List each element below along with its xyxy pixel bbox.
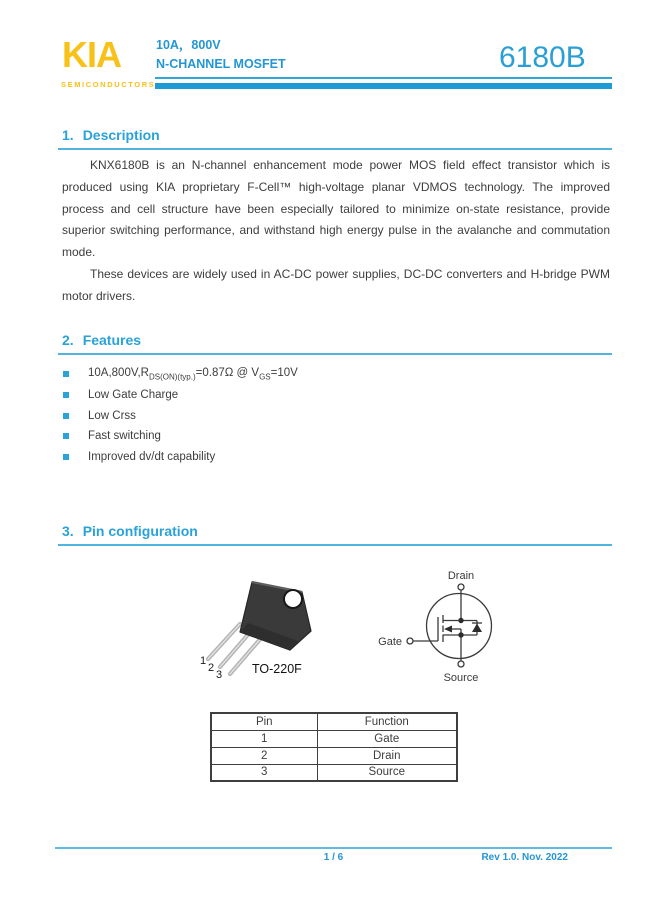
part-number: 6180B xyxy=(499,41,586,74)
gate-terminal xyxy=(407,638,413,644)
section-number: 2. xyxy=(62,332,74,348)
bullet-square-icon xyxy=(63,454,69,460)
description-paragraph-2: These devices are widely used in AC-DC power supplies, DC-DC converters and H-bridge PWM motor drivers. xyxy=(62,266,610,303)
body-arrow xyxy=(444,626,452,633)
pin-function-table xyxy=(210,712,458,782)
feature-text: Low Crss xyxy=(88,409,136,422)
bullet-square-icon xyxy=(63,413,69,419)
section-title: Description xyxy=(82,127,160,143)
kia-logo-subtext: SEMICONDUCTORS xyxy=(61,80,156,89)
feature-text-subscript: DS(ON)(typ.) xyxy=(148,372,196,382)
pin-label-1: 1 xyxy=(199,655,207,667)
description-paragraph-1: KNX6180B is an N-channel enhancement mode power MOS field effect transistor which is produced using KIA proprietary F-Cell™ high-voltage planar VDMOS technology. The improved process and cell structure have been especially tailored to minimize on-state resistance, provide superior switching performance, and withstand high energy pulse in the avalanche and commutation mode. xyxy=(62,158,610,260)
mosfet-symbol-wires xyxy=(407,584,492,667)
section-heading-pin-configuration xyxy=(58,523,612,546)
drain-label: Drain xyxy=(447,570,475,582)
pin-cell: 3 xyxy=(211,764,317,781)
feature-text: Fast switching xyxy=(88,430,161,443)
kia-logo: KIA xyxy=(62,34,121,75)
feature-text-part: =0.87Ω @ V xyxy=(195,367,260,380)
section-number: 1. xyxy=(62,127,74,143)
package-name-label: TO-220F xyxy=(252,662,302,676)
feature-text xyxy=(88,367,298,381)
footer-rule xyxy=(55,847,612,849)
bullet-square-icon xyxy=(63,371,69,377)
bullet-square-icon xyxy=(63,392,69,398)
function-cell: Source xyxy=(317,764,457,781)
feature-item xyxy=(63,426,603,447)
to220f-package-graphic xyxy=(180,570,360,690)
page-indicator: 1 / 6 xyxy=(323,852,344,863)
table-row xyxy=(211,747,457,764)
feature-item xyxy=(63,385,603,406)
feature-item xyxy=(63,364,603,385)
body-diode xyxy=(472,624,482,633)
section-title: Pin configuration xyxy=(82,523,198,539)
part-type: N-CHANNEL MOSFET xyxy=(156,57,286,71)
mounting-hole xyxy=(284,590,302,608)
feature-text-subscript: GS xyxy=(259,372,271,382)
source-terminal xyxy=(458,661,464,667)
part-subtitle xyxy=(156,36,286,74)
table-header-function: Function xyxy=(317,713,457,730)
mosfet-symbol-graphic xyxy=(372,553,577,693)
table-row xyxy=(211,764,457,781)
table-header-pin: Pin xyxy=(211,713,317,730)
feature-text: Improved dv/dt capability xyxy=(88,451,216,464)
header-bar xyxy=(155,83,612,89)
feature-text-part: 10A,800V,R xyxy=(88,367,149,380)
function-cell: Drain xyxy=(317,747,457,764)
revision-label: Rev 1.0. Nov. 2022 xyxy=(481,852,568,863)
pin-cell: 2 xyxy=(211,747,317,764)
pin-cell: 1 xyxy=(211,730,317,747)
table-row xyxy=(211,730,457,747)
source-label: Source xyxy=(443,672,479,684)
table-header-row xyxy=(211,713,457,730)
section-heading-description xyxy=(58,127,612,150)
pin-label-2: 2 xyxy=(207,662,215,674)
section-title: Features xyxy=(82,332,142,348)
feature-item xyxy=(63,447,603,468)
feature-item xyxy=(63,405,603,426)
package-body xyxy=(240,582,311,650)
header-rule xyxy=(155,77,612,79)
function-cell: Gate xyxy=(317,730,457,747)
bullet-square-icon xyxy=(63,433,69,439)
part-rating: 10A，800V xyxy=(156,38,221,52)
features-list xyxy=(63,364,603,467)
section-heading-features xyxy=(58,332,612,355)
section-number: 3. xyxy=(62,523,74,539)
gate-label: Gate xyxy=(378,636,402,648)
pin-label-3: 3 xyxy=(215,669,223,681)
drain-terminal xyxy=(458,584,464,590)
feature-text-part: =10V xyxy=(270,367,298,380)
feature-text: Low Gate Charge xyxy=(88,389,179,402)
description-body xyxy=(62,155,610,308)
